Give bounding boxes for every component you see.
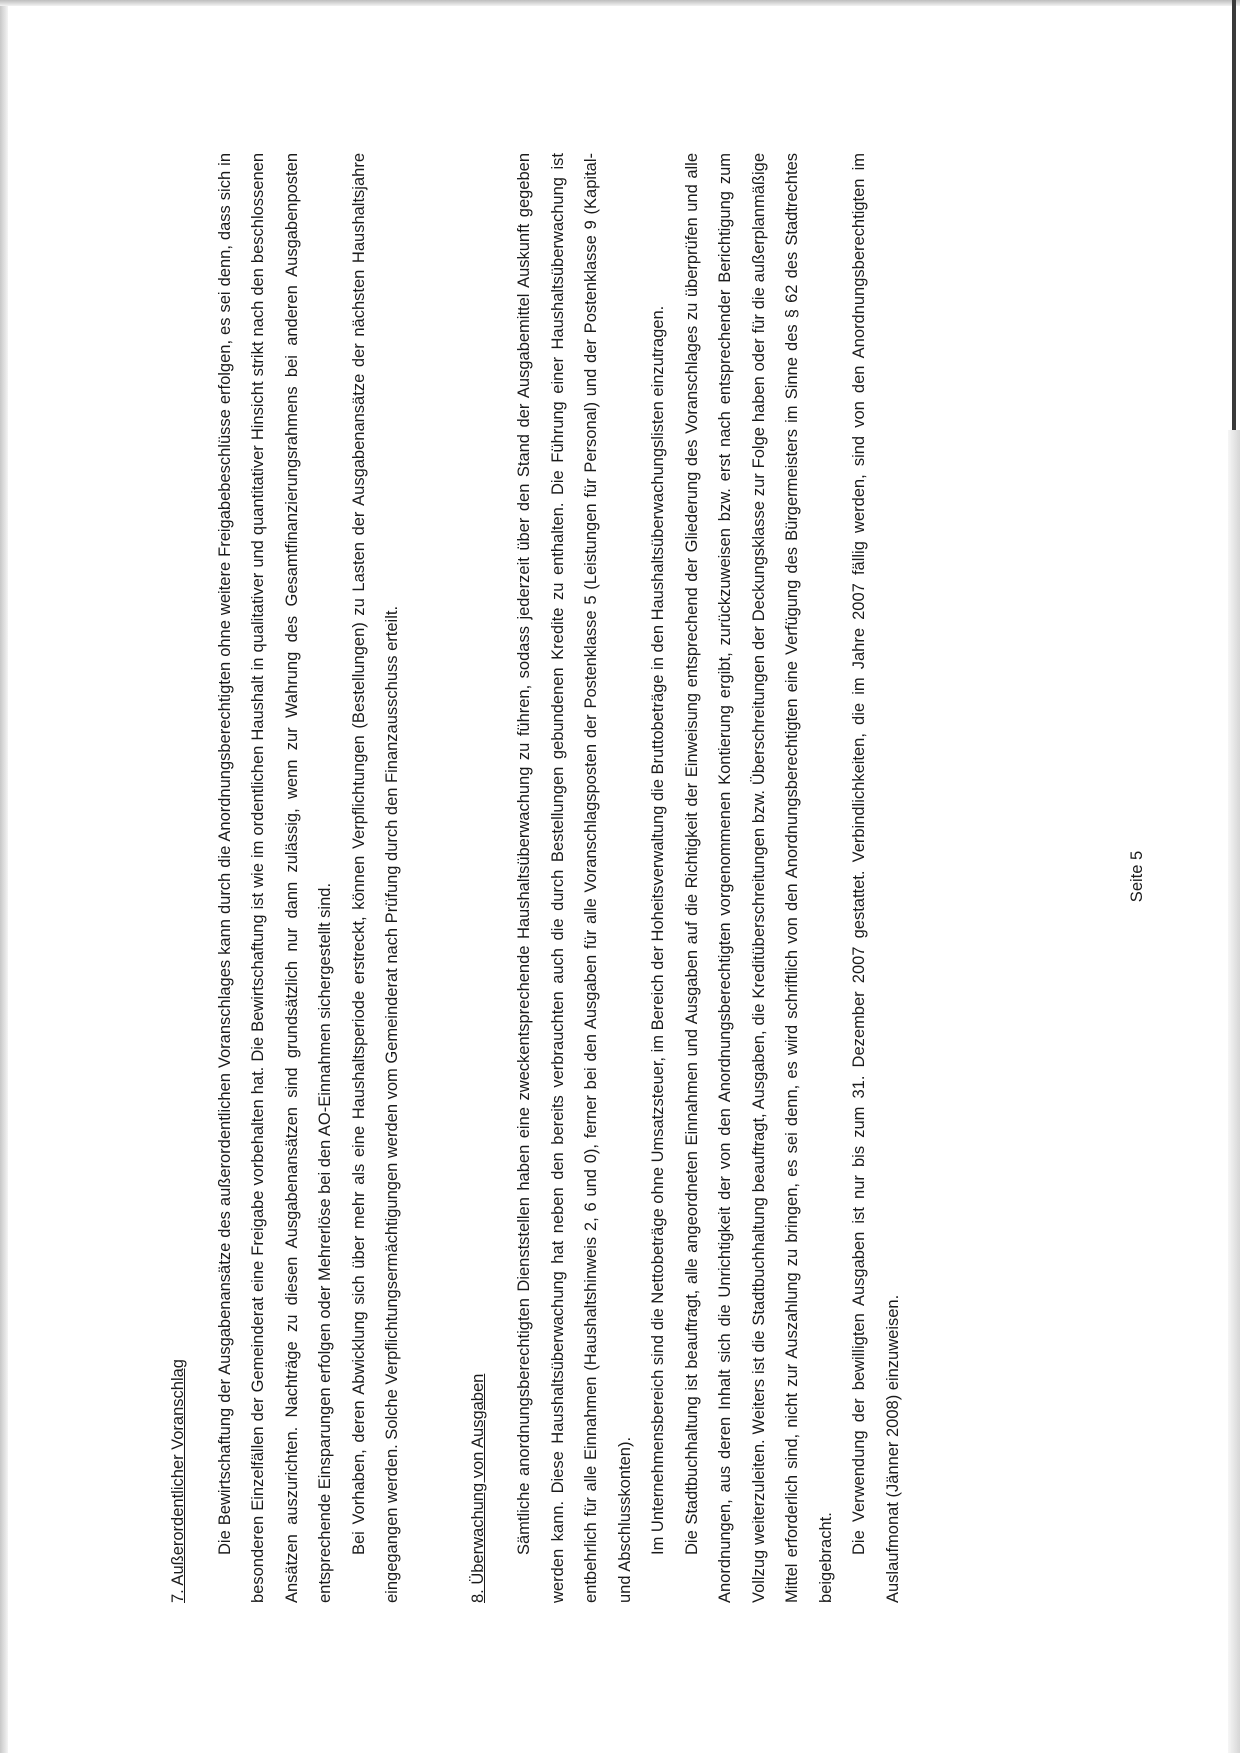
paragraph: Die Stadtbuchhaltung ist beauftragt, alle angeordneten Einnahmen und Ausgaben auf die Richtigkeit der Einweisung entsprechend der Gliederung des Voranschlages zu überprüfen und alle Anordnungen, aus deren Inhalt sich die Unrichtigkeit der von den Anordnungsberechtigten vorgenommenen Kontierung ergibt, zurückzuweisen bzw. erst nach entsprechender Berichtigung zum Vollzug weiterzuleiten. Weiters ist die Stadtbuchhaltung beauftragt, Ausgaben, die Kreditüberschreitungen bzw. Überschreitungen der Deckungsklasse zur Folge haben oder für die außerplanmäßige Mittel erforderlich sind, nicht zur Auszahlung zu bringen, es sei denn, es wird schriftlich von den Anordnungsberechtigten eine Verfügung des Bürgermeisters im Sinne des § 62 des Stadtrechtes beigebracht. [682, 153, 835, 1603]
section-7 [162, 153, 410, 1603]
section-spacer [410, 153, 462, 1603]
paragraph: Die Verwendung der bewilligten Ausgaben ist nur bis zum 31. Dezember 2007 gestattet. Verbindlichkeiten, die im Jahre 2007 fällig werden, sind von den Anordnungsberechtigten im Auslaufmonat (Jänner 2008) einzuweisen. [850, 153, 902, 1603]
paragraph: Bei Vorhaben, deren Abwicklung sich über mehr als eine Haushaltsperiode erstreckt, können Verpflichtungen (Bestellungen) zu Lasten der Ausgabenansätze der nächsten Haushaltsjahre eingegangen werden. Solche Verpflichtungsermächtigungen werden vom Gemeinderat nach Prüfung durch den Finanzausschuss erteilt. [349, 153, 401, 1603]
section-8 [462, 153, 911, 1603]
paragraph: Sämtliche anordnungsberechtigten Dienststellen haben eine zweckentsprechende Haushaltsüberwachung zu führen, sodass jederzeit über den Stand der Ausgabemittel Auskunft gegeben werden kann. Diese Haushaltsüberwachung hat neben den bereits verbrauchten auch die durch Bestellungen gebundenen Kredite zu enthalten. Die Führung einer Haushaltsüberwachung ist entbehrlich für alle Einnahmen (Haushaltshinweis 2, 6 und 0), ferner bei den Ausgaben für alle Voranschlagsposten der Postenklasse 5 (Leistungen für Personal) und der Postenklasse 9 (Kapital- und Abschlusskonten). [515, 153, 634, 1603]
paragraph: Die Bewirtschaftung der Ausgabenansätze des außerordentlichen Voranschlages kann durch die Anordnungsberechtigten ohne weitere Freigabebeschlüsse erfolgen, es sei denn, dass sich in besonderen Einzelfällen der Gemeinderat eine Freigabe vorbehalten hat. Die Bewirtschaftung ist wie im ordentlichen Haushalt in qualitativer und quantitativer Hinsicht strikt nach den beschlossenen Ansätzen auszurichten. Nachträge zu diesen Ausgabenansätzen sind grundsätzlich nur dann zulässig, wenn zur Wahrung des Gesamtfinanzierungsrahmens bei anderen Ausgabenposten entsprechende Einsparungen erfolgen oder Mehrerlöse bei den AO-Einnahmen sichergestellt sind. [215, 153, 334, 1603]
page-number: Seite 5 [1128, 850, 1146, 903]
document-content [162, 153, 910, 1603]
section-heading: 7. Außerordentlicher Voranschlag [169, 1359, 187, 1603]
paragraph: Im Unternehmensbereich sind die Nettobeträge ohne Umsatzsteuer, im Bereich der Hoheitsverwaltung die Bruttobeträge in den Haushaltsüberwachungslisten einzutragen. [649, 305, 667, 1555]
section-heading: 8. Überwachung von Ausgaben [468, 1373, 487, 1603]
